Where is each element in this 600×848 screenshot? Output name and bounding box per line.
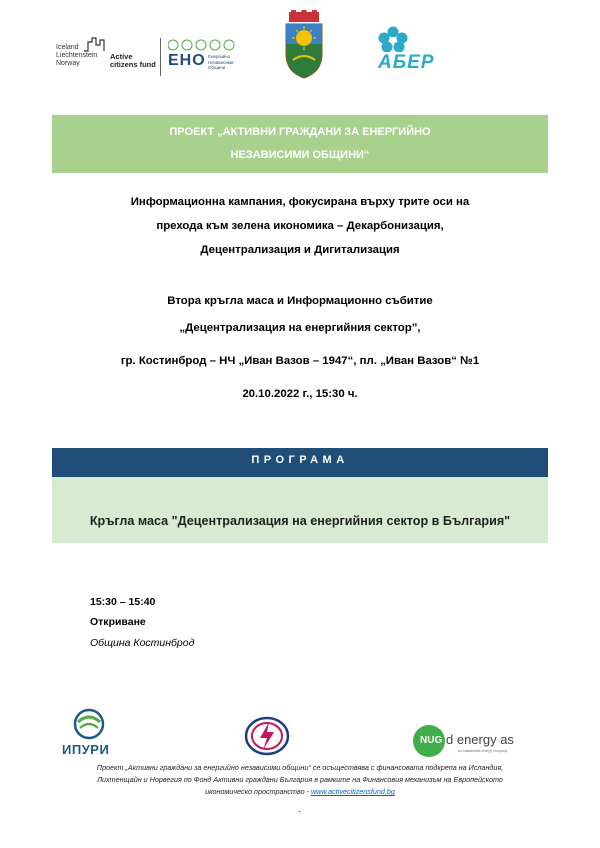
campaign-line-2: прехода към зелена икономика – Декарбонизация, [156, 220, 444, 232]
abgr-logo-text: АБЕР [378, 52, 435, 73]
project-banner [52, 115, 548, 173]
event-datetime: 20.10.2022 г., 15:30 ч. [242, 388, 358, 400]
agenda-time: 15:30 – 15:40 [90, 596, 156, 608]
eea-house-icon [84, 36, 106, 52]
nug-tagline: an sustainable energy company [458, 749, 508, 753]
nug-logo-text: d energy as [446, 732, 514, 747]
project-title-line-1: ПРОЕКТ „АКТИВНИ ГРАЖДАНИ ЗА ЕНЕРГИЙНО [169, 126, 431, 138]
eea-grants-logo [56, 36, 306, 78]
eno-icons [168, 38, 238, 52]
eno-logo-text: ЕНО [168, 52, 206, 69]
ipuri-emblem-icon [72, 708, 106, 740]
abgr-logo [374, 26, 448, 74]
event-location: гр. Костинброд – НЧ „Иван Вазов – 1947“, пл. „Иван Вазов“ №1 [120, 355, 480, 367]
footer-note-line-1: Проект „Активни граждани за енергийно независими общини“ се осъществява с финансовата подкрепа на Исландия, [96, 763, 504, 772]
active-citizens-fund-label: Active citizens fund [110, 52, 156, 69]
ipuri-logo-text: ИПУРИ [62, 742, 110, 757]
energy-agency-logo-icon [244, 716, 290, 756]
campaign-line-3: Децентрализация и Дигитализация [200, 244, 400, 256]
agenda-speaker: Община Костинброд [90, 637, 195, 649]
footer-dot: . [298, 804, 301, 814]
project-title-line-2: НЕЗАВИСИМИ ОБЩИНИ“ [230, 149, 370, 161]
ipuri-logo [58, 708, 128, 760]
flower-icon [378, 26, 408, 52]
footer-website-link[interactable]: www.activecitizensfund.bg [310, 787, 395, 796]
event-line-2: „Децентрализация на енергийния сектор”, [179, 322, 421, 334]
coat-of-arms-icon [283, 10, 325, 80]
eea-countries: Iceland Liechtenstein Norway [56, 44, 98, 67]
nug-badge-text: NUG [420, 735, 443, 746]
round-table-title: Кръгла маса "Децентрализация на енергийния сектор в България" [89, 514, 511, 528]
footer-note-line-2: Лихтенщайн и Норвегия по Фонд Активни граждани България в рамките на Финансовия механизъм на Европейското [97, 775, 503, 784]
footer-note [56, 762, 544, 798]
event-line-1: Втора кръгла маса и Информационно събитие [167, 295, 433, 307]
campaign-line-1: Информационна кампания, фокусирана върху трите оси на [130, 196, 470, 208]
agenda-item: Откриване [90, 616, 146, 628]
eno-subtitle: Енергийно Независими Общини [208, 54, 234, 70]
nug-logo [412, 724, 542, 760]
logo-divider [160, 38, 161, 76]
program-banner: ПРОГРАМА [52, 448, 548, 477]
round-table-banner [52, 477, 548, 543]
footer-note-line-3: икономическо пространство - www.activecitizensfund.bg [205, 787, 395, 796]
